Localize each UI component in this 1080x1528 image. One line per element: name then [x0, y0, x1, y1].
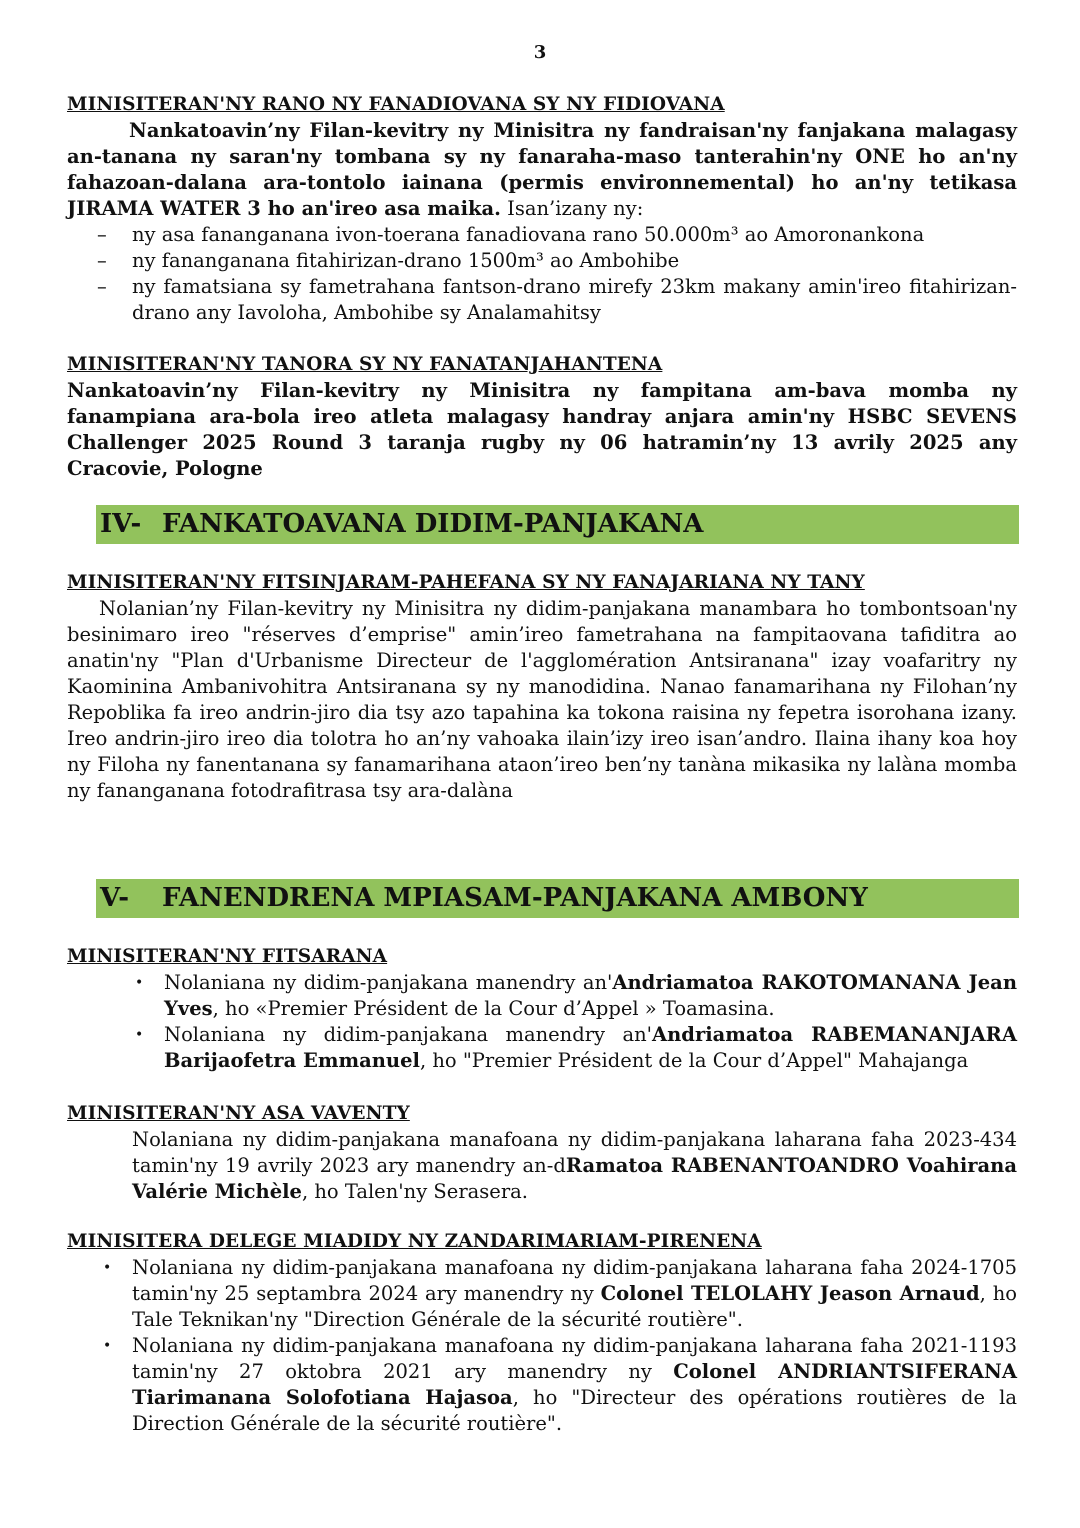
list-item [67, 222, 1017, 248]
section-zandary [67, 1229, 1017, 1437]
item-text: , ho Talen'ny Serasera. [301, 1180, 528, 1203]
list-item-text: ny famatsiana sy fametrahana fantson-drano mirefy 23km makany amin'ireo fitahirizan-drano any Iavoloha, Ambohibe sy Analamahitsy [132, 275, 1017, 324]
item-name: Colonel ANDRIANTSIFERANA Tiarimanana Solofotiana Hajasoa [132, 1360, 1017, 1409]
section-banner-iv [96, 505, 1019, 544]
item-text: , ho «Premier Président de la Cour d’Appel » Toamasina. [212, 997, 775, 1020]
ministry-heading-zandary: MINISITERA DELEGE MIADIDY NY ZANDARIMARIAM-PIRENENA [67, 1231, 762, 1252]
list-item-text: ny fananganana fitahirizan-drano 1500m³ ao Ambohibe [132, 249, 680, 272]
bullet-marker: • [135, 1027, 144, 1043]
dash-marker: – [97, 223, 107, 246]
item-text: Nolaniana ny didim-panjakana manafoana ny didim-panjakana laharana faha 2021-1193 tamin'ny 27 oktobra 2021 ary manendry ny [132, 1334, 1017, 1383]
fitsarana-list [67, 970, 1017, 1074]
ministry-heading-vaventy: MINISITERAN'NY ASA VAVENTY [67, 1103, 410, 1124]
item-name: Andriamatoa RAKOTOMANANA Jean Yves [164, 971, 1017, 1020]
item-name: Colonel TELOLAHY Jeason Arnaud [600, 1282, 980, 1305]
section-title: FANENDRENA MPIASAM-PANJAKANA AMBONY [162, 883, 868, 913]
item-text: , ho "Directeur des opérations routières de la Direction Générale de la sécurité routière". [132, 1386, 1017, 1435]
list-item [67, 248, 1017, 274]
item-text: , ho "Premier Président de la Cour d’Appel" Mahajanga [419, 1049, 969, 1072]
tanora-paragraph: Nankatoavin’ny Filan-kevitry ny Minisitra ny fampitana am-bava momba ny fanampiana ara-bola ireo atleta malagasy handray anjara amin'ny HSBC SEVENS Challenger 2025 Round 3 taranja rugby ny 06 hatramin’ny 13 avrily 2025 any Cracovie, Pologne [67, 379, 1017, 480]
ministry-heading-fitsarana: MINISITERAN'NY FITSARANA [67, 946, 388, 967]
item-name: Andriamatoa RABEMANANJARA Barijaofetra Emmanuel [164, 1023, 1018, 1072]
dash-marker: – [97, 275, 107, 298]
section-rano [67, 92, 1017, 326]
bullet-marker: • [135, 975, 144, 991]
bullet-marker: • [103, 1338, 112, 1354]
list-item [67, 1333, 1017, 1437]
rano-list [67, 222, 1017, 326]
page-number: 3 [533, 42, 547, 63]
section-vaventy [67, 1101, 1017, 1205]
list-item [67, 274, 1017, 326]
zandary-list [67, 1255, 1017, 1437]
section-number: V- [100, 883, 130, 913]
vaventy-paragraph [67, 1127, 1017, 1205]
fitsinjaram-paragraph: Nolanian’ny Filan-kevitry ny Minisitra ny didim-panjakana manambara ho tombontsoan'ny besinimaro ireo "réserves d’emprise" amin’ireo fametrahana na fampitaovana tafiditra ao anatin'ny "Plan d'Urbanisme Directeur de l'agglomération Antsiranana" izay voafaritry ny Kaominina Ambanivohitra Antsiranana sy ny manodidina. Nanao fanamarihana ny Filohan’ny Repoblika fa ireo andrin-jiro dia tsy azo tapahina ka tokona raisina ny fepetra isorohana izany. Ireo andrin-jiro ireo dia tolotra ho an’ny vahoaka ilain’izy ireo isan’andro. Ilaina ihany koa hoy ny Filoha ny fanentanana sy fanamarihana ataon’ireo ben’ny tanàna mikasika ny lalàna momba ny fananganana fotodrafitrasa tsy ara-dalàna [67, 597, 1017, 802]
ministry-heading-fitsinjaram: MINISITERAN'NY FITSINJARAM-PAHEFANA SY NY FANAJARIANA NY TANY [67, 572, 865, 593]
section-fitsarana [67, 944, 1017, 1074]
list-item [67, 970, 1017, 1022]
section-title: FANKATOAVANA DIDIM-PANJAKANA [162, 509, 704, 539]
rano-paragraph [67, 118, 1017, 222]
section-fitsinjaram [67, 570, 1017, 804]
list-item [67, 1255, 1017, 1333]
rano-paragraph-bold: Nankatoavin’ny Filan-kevitry ny Minisitra ny fandraisan'ny fanjakana malagasy an-tanana ny saran'ny tombana sy ny fanaraha-maso tanterahin'ny ONE ho an'ny fahazoan-dalana ara-tontolo iainana (permis environnemental) ho an'ny tetikasa JIRAMA WATER 3 ho an'ireo asa maika. [67, 119, 1017, 220]
item-text: , ho Tale Teknikan'ny "Direction Générale de la sécurité routière". [132, 1282, 1017, 1331]
ministry-heading-rano: MINISITERAN'NY RANO NY FANADIOVANA SY NY FIDIOVANA [67, 94, 725, 115]
section-banner-v [96, 879, 1019, 918]
list-item [67, 1022, 1017, 1074]
bullet-marker: • [103, 1260, 112, 1276]
dash-marker: – [97, 249, 107, 272]
item-text: Nolaniana ny didim-panjakana manendry an' [164, 1023, 652, 1046]
ministry-heading-tanora: MINISITERAN'NY TANORA SY NY FANATANJAHANTENA [67, 354, 663, 375]
item-text: Nolaniana ny didim-panjakana manafoana ny didim-panjakana laharana faha 2024-1705 tamin'ny 25 septambra 2024 ary manendry ny [132, 1256, 1017, 1305]
item-text: Nolaniana ny didim-panjakana manendry an' [164, 971, 613, 994]
section-tanora [67, 352, 1017, 482]
rano-paragraph-tail: Isan’izany ny: [500, 197, 644, 220]
list-item-text: ny asa fananganana ivon-toerana fanadiovana rano 50.000m³ ao Amoronankona [132, 223, 925, 246]
item-text: Nolaniana ny didim-panjakana manafoana ny didim-panjakana laharana faha 2023-434 tamin'ny 19 avrily 2023 ary manendry an-d [132, 1128, 1017, 1177]
item-name: Ramatoa RABENANTOANDRO Voahirana Valérie Michèle [132, 1154, 1017, 1203]
section-number: IV- [100, 509, 142, 539]
